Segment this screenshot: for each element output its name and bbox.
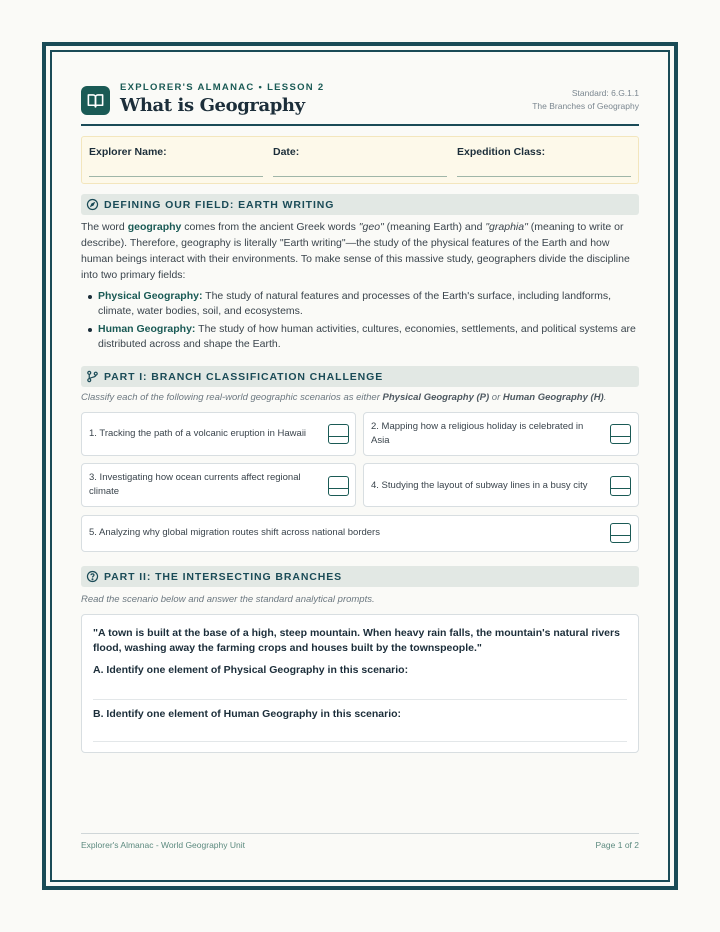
answer-box-5[interactable] xyxy=(610,523,631,543)
part2-instructions: Read the scenario below and answer the standard analytical prompts. xyxy=(81,594,375,605)
footer-page-number: Page 1 of 2 xyxy=(595,840,639,850)
question-a: A. Identify one element of Physical Geography in this scenario: xyxy=(93,664,409,676)
student-info-box xyxy=(81,136,639,184)
scenario-text-3: 3. Investigating how ocean currents affect regional climate xyxy=(89,472,301,497)
scenario-text-4: 4. Studying the layout of subway lines in a busy city xyxy=(371,480,588,491)
expedition-class-field[interactable] xyxy=(457,146,631,158)
intro-paragraph: The word geography comes from the ancient Greek words "geo" (meaning Earth) and "graphia" (meaning to write or describe). Therefore, geography is literally "Earth writing"—the study of the physical features of the Earth and how human beings interact with their environments. To make sense of this massive study, geographers divide the discipline into two primary fields: xyxy=(81,221,630,281)
term-geo: "geo" xyxy=(358,221,384,233)
scenario-card-5 xyxy=(81,515,639,552)
answer-box-1[interactable] xyxy=(328,424,349,444)
scenario-text-2: 2. Mapping how a religious holiday is celebrated in Asia xyxy=(371,421,584,446)
branch-icon xyxy=(86,370,99,383)
section-part2-title: PART II: THE INTERSECTING BRANCHES xyxy=(104,571,343,583)
lesson-kicker: EXPLORER'S ALMANAC • LESSON 2 xyxy=(120,82,325,93)
branch-definitions-list xyxy=(98,289,638,355)
scenario-box xyxy=(81,614,639,753)
question-b: B. Identify one element of Human Geography in this scenario: xyxy=(93,708,402,720)
date-label: Date: xyxy=(273,146,300,158)
part1-instructions: Classify each of the following real-world geographic scenarios as either Physical Geography (P) or Human Geography (H). xyxy=(81,392,607,403)
term-geography: geography xyxy=(127,221,182,233)
answer-box-3[interactable] xyxy=(328,476,349,496)
book-icon xyxy=(81,86,110,115)
answer-box-4[interactable] xyxy=(610,476,631,496)
expedition-class-label: Expedition Class: xyxy=(457,146,546,158)
list-item-physical: Physical Geography: The study of natural features and processes of the Earth's surface, including landforms, climate, water bodies, soil, and ecosystems. xyxy=(98,289,638,319)
worksheet-header xyxy=(81,80,639,126)
topic-label: The Branches of Geography xyxy=(532,101,639,111)
term-graphia: "graphia" xyxy=(485,221,528,233)
answer-line-b[interactable] xyxy=(93,741,627,742)
section-intro-header xyxy=(81,194,639,215)
explorer-name-line xyxy=(89,176,263,177)
section-intro-title: DEFINING OUR FIELD: EARTH WRITING xyxy=(104,199,335,211)
scenario-quote: "A town is built at the base of a high, steep mountain. When heavy rain falls, the mountain's natural rivers flood, washing away the farming crops and houses built by the townspeople." xyxy=(93,627,620,654)
scenario-text-1: 1. Tracking the path of a volcanic eruption in Hawaii xyxy=(89,428,307,439)
scenario-card-3 xyxy=(81,463,356,507)
footer-divider xyxy=(81,833,639,834)
explorer-name-label: Explorer Name: xyxy=(89,146,167,158)
answer-box-2[interactable] xyxy=(610,424,631,444)
scenario-card-4 xyxy=(363,463,639,507)
scenario-card-1 xyxy=(81,412,356,456)
answer-line-a[interactable] xyxy=(93,699,627,700)
section-part2-header xyxy=(81,566,639,587)
expedition-class-line xyxy=(457,176,631,177)
scenario-text-5: 5. Analyzing why global migration routes shift across national borders xyxy=(89,527,380,538)
date-line xyxy=(273,176,447,177)
section-part1-header xyxy=(81,366,639,387)
explorer-name-field[interactable] xyxy=(89,146,263,158)
compass-icon xyxy=(86,198,99,211)
list-item-human: Human Geography: The study of how human activities, cultures, economies, settlements, and political systems are distributed across and shape the Earth. xyxy=(98,322,638,352)
scenario-card-2 xyxy=(363,412,639,456)
help-circle-icon xyxy=(86,570,99,583)
standard-label: Standard: 6.G.1.1 xyxy=(571,88,639,98)
section-part1-title: PART I: BRANCH CLASSIFICATION CHALLENGE xyxy=(104,371,384,383)
date-field[interactable] xyxy=(273,146,447,158)
page-title: What is Geography xyxy=(120,95,305,116)
footer-unit: Explorer's Almanac - World Geography Unit xyxy=(81,840,245,850)
